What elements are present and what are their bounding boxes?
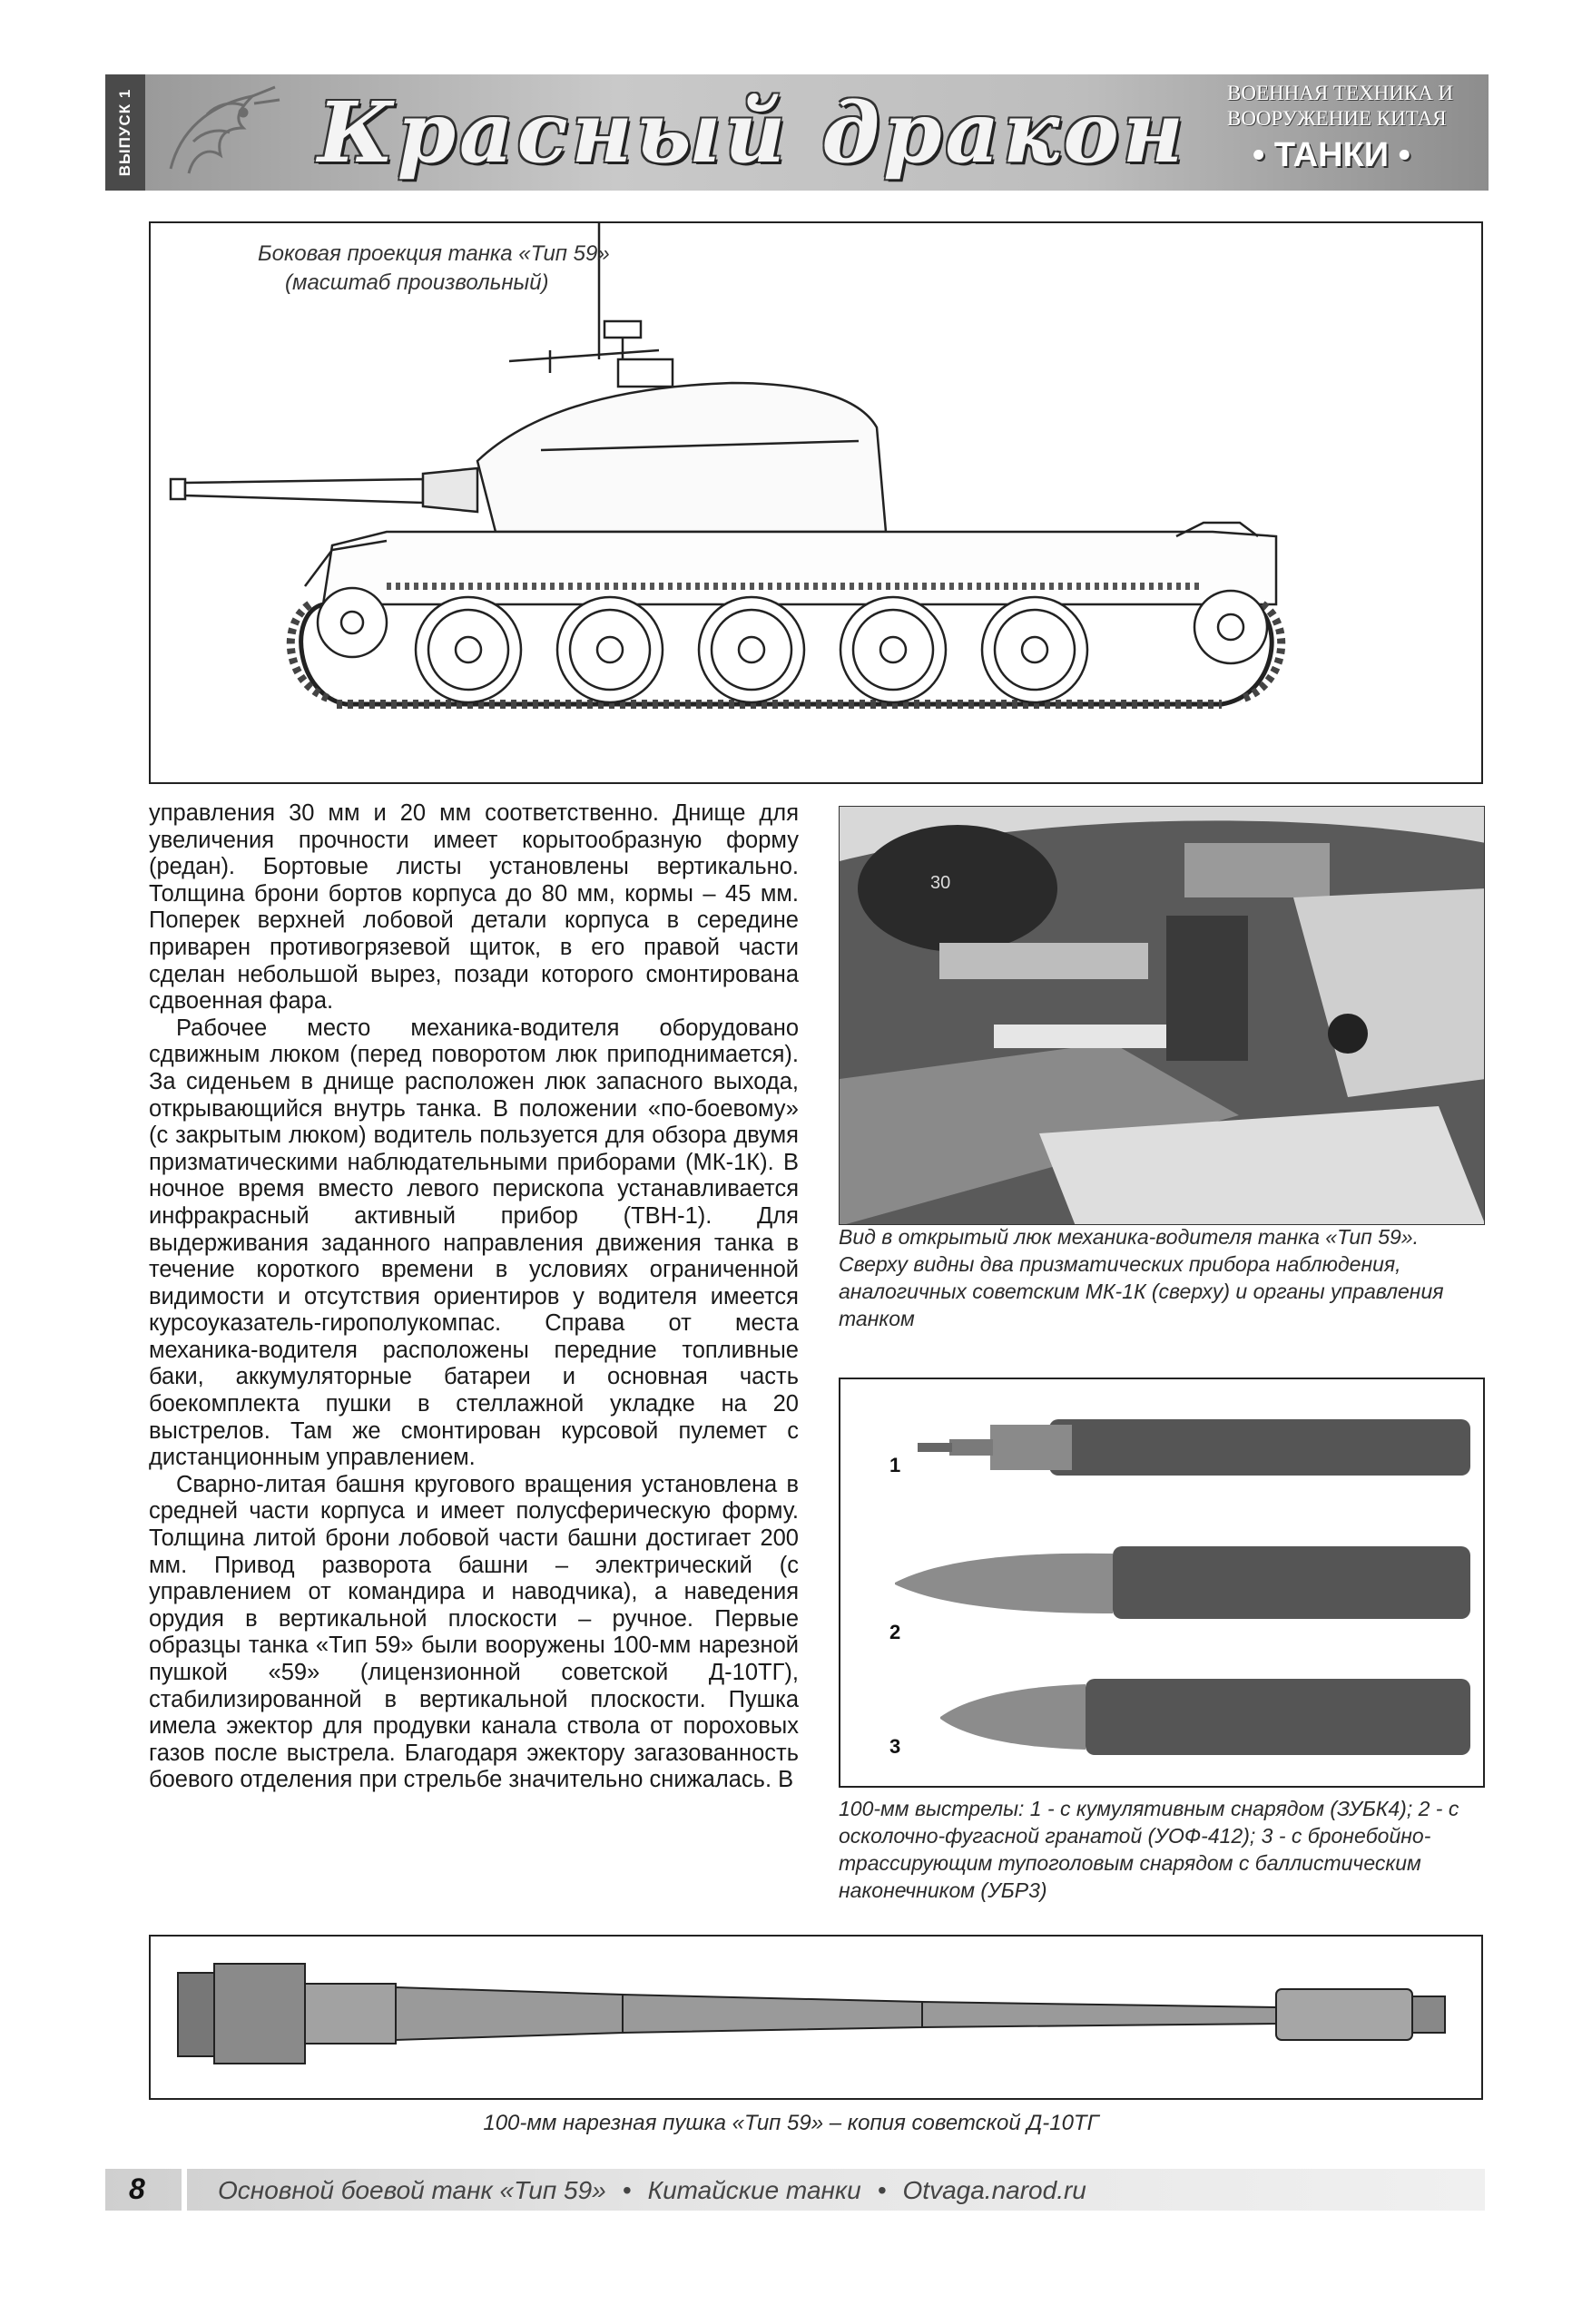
footer-item: Китайские танки <box>647 2176 861 2204</box>
gun-caption: 100-мм нарезная пушка «Тип 59» – копия советской Д-10ТГ <box>483 2111 1099 2135</box>
paragraph: Сварно-литая башня кругового вращения установлена в средней части корпуса и имеет полусферическую форму. Толщина литой брони лобовой части башни достигает 200 мм. Привод разворота башни – электрический (с управлением от командира и наводчика), а наведения орудия в вертикальной плоскости – ручное. Первые образцы танка «Тип 59» были вооружены 100-мм нарезной пушкой «59» (лицензионной советской Д-10ТГ), стабилизированной в вертикальной плоскости. Пушка имела эжектор для продувки канала ствола от пороховых газов после выстрела. Благодаря эжектору загазованность боевого отделения при стрельбе значительно снижалась. В <box>149 1471 799 1793</box>
gun-drawing <box>151 1937 1481 2098</box>
footer-divider <box>182 2169 187 2211</box>
footer-separator: • <box>622 2176 632 2204</box>
tank-caption-line1: Боковая проекция танка «Тип 59» <box>258 241 610 266</box>
footer-running-title <box>218 2176 1086 2205</box>
gauge-number: 30 <box>930 873 951 893</box>
ammunition-figure <box>839 1378 1485 1788</box>
magazine-title: Красный дракон <box>318 83 1187 181</box>
issue-tab <box>105 74 145 191</box>
round-heat <box>918 1419 1470 1476</box>
driver-compartment-illustration <box>840 807 1485 1225</box>
photo-caption: Вид в открытый люк механика-водителя танка «Тип 59». Сверху видны два призматических прибора наблюдения, аналогичных советским МК-1К (сверху) и органы управления танком <box>839 1225 1444 1330</box>
page-number: 8 <box>129 2172 145 2205</box>
paragraph: управления 30 мм и 20 мм соответственно. Днище для увеличения прочности имеет корытообразную форму (редан). Бортовые листы установлены вертикально. Толщина брони бортов корпуса до 80 мм, кормы – 45 мм. Поперек верхней лобовой детали корпуса в середине приварен противогрязевой щиток, в его правой части сделан небольшой вырез, позади которого смонтирована сдвоенная фара. <box>149 800 799 1015</box>
footer-separator: • <box>877 2176 887 2204</box>
dragon-emblem-icon <box>152 78 289 187</box>
round-marker-1: 1 <box>889 1454 901 1476</box>
footer-site-link[interactable]: Otvaga.narod.ru <box>902 2176 1086 2204</box>
round-marker-2: 2 <box>889 1621 901 1643</box>
round-he-frag <box>895 1546 1470 1619</box>
series-name-line2: ВООРУЖЕНИЕ КИТАЯ <box>1227 107 1447 130</box>
series-name-line1: ВОЕННАЯ ТЕХНИКА И <box>1227 82 1454 104</box>
driver-hatch-photo <box>839 806 1485 1225</box>
paragraph: Рабочее место механика-водителя оборудовано сдвижным люком (перед поворотом люк приподнимается). За сиденьем в днище расположен люк запасного выхода, открывающийся внутрь танка. В положении «по-боевому» (с закрытым люком) водитель пользуется для обзора двумя призматическими наблюдательными приборами (МК-1К). В ночное время вместо левого перископа устанавливается инфракрасный активный прибор (ТВН-1). Для выдерживания заданного направления движения танка в течение короткого времени в условиях ограниченной видимости и отсутствия ориентиров у водителя имеется курсоуказатель-гирополукомпас. Справа от места механика-водителя расположены передние топливные баки, аккумуляторные батареи и основная часть боекомплекта пушки в стеллажной укладке на 20 выстрелов. Там же смонтирован курсовой пулемет с дистанционным управлением. <box>149 1015 799 1471</box>
ammunition-caption: 100-мм выстрелы: 1 - с кумулятивным снарядом (ЗУБК4); 2 - с осколочно-фугасной гранатой (УОФ-412); 3 - с бронебойно-трассирующим тупоголовым снарядом с баллистическим наконечником (УБР3) <box>839 1797 1459 1902</box>
tank-caption-line2: (масштаб произвольный) <box>285 270 549 295</box>
round-marker-3: 3 <box>889 1735 901 1758</box>
article-body <box>149 800 799 1794</box>
section-label: • ТАНКИ • <box>1253 136 1410 174</box>
tank-figure-caption <box>258 240 610 298</box>
round-apbc <box>940 1679 1470 1755</box>
footer-item: Основной боевой танк «Тип 59» <box>218 2176 606 2204</box>
tank-side-view-drawing <box>151 223 1481 782</box>
issue-tab-label: ВЫПУСК 1 <box>116 88 133 177</box>
